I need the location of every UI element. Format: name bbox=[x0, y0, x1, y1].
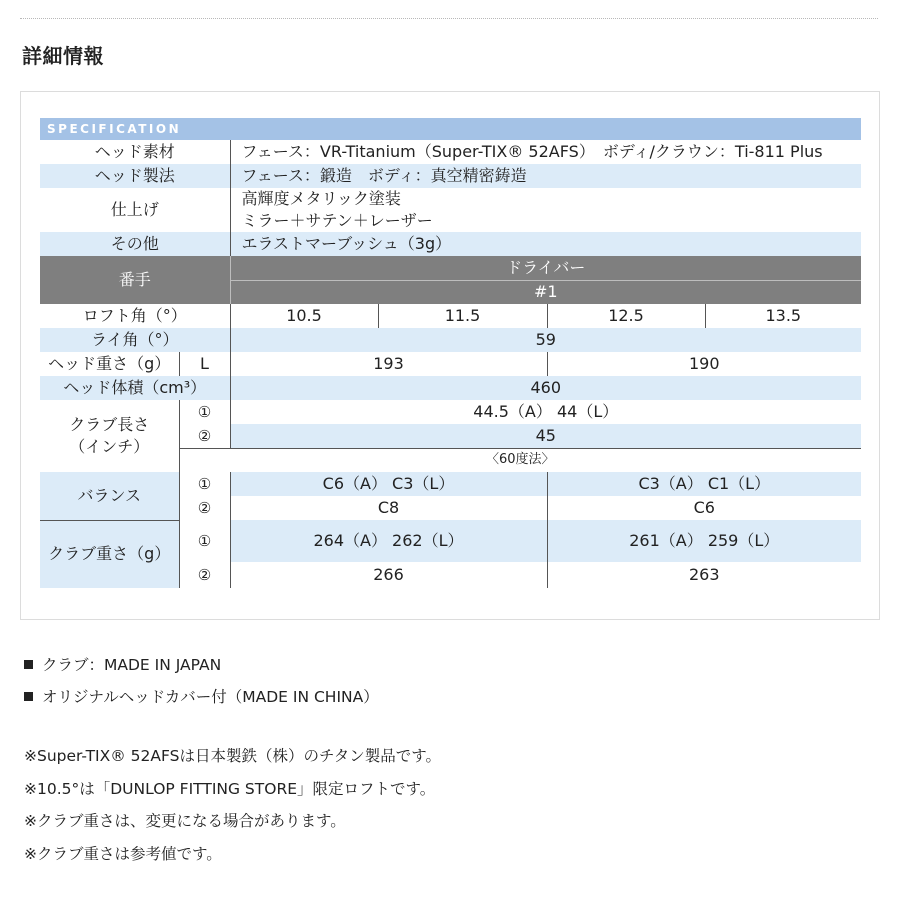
row-lie: ライ角（°） 59 bbox=[40, 328, 861, 352]
notes bbox=[24, 745, 441, 875]
note-item: ※Super-TIX® 52AFSは日本製鉄（株）のチタン製品です。 bbox=[24, 747, 441, 765]
list-item: オリジナルヘッドカバー付（MADE IN CHINA） bbox=[24, 686, 379, 718]
row-loft: ロフト角（°） 10.5 11.5 12.5 13.5 bbox=[40, 304, 861, 328]
note-item: ※クラブ重さは、変更になる場合があります。 bbox=[24, 812, 346, 830]
row-balance-1: バランス ① C6（A） C3（L） C3（A） C1（L） bbox=[40, 472, 861, 496]
row-club-length-2: ② 45 bbox=[40, 424, 861, 448]
row-club-length-note: 〈60度法〉 bbox=[40, 448, 861, 472]
spec-table bbox=[40, 118, 861, 588]
square-bullet-icon bbox=[24, 692, 33, 701]
section-title: 詳細情報 bbox=[22, 44, 104, 68]
note-item: ※10.5°は「DUNLOP FITTING STORE」限定ロフトです。 bbox=[24, 779, 436, 798]
row-other: その他 エラストマーブッシュ（3g） bbox=[40, 232, 861, 256]
feature-list bbox=[24, 654, 379, 718]
row-balance-2: ② C8 C6 bbox=[40, 496, 861, 520]
row-club-length-1: クラブ長さ （インチ） ① 44.5（A） 44（L） bbox=[40, 400, 861, 424]
square-bullet-icon bbox=[24, 660, 33, 669]
row-finish: 仕上げ 高輝度メタリック塗装 ミラー＋サテン＋レーザー bbox=[40, 188, 861, 232]
row-head-material: ヘッド素材 フェース：VR-Titanium（Super-TIX® 52AFS） ボディ/クラウン：Ti-811 Plus bbox=[40, 140, 861, 164]
spec-header: SPECIFICATION bbox=[40, 118, 861, 140]
row-head-manufacture: ヘッド製法 フェース：鍛造 ボディ：真空精密鋳造 bbox=[40, 164, 861, 188]
top-divider bbox=[20, 18, 878, 19]
note-item: ※クラブ重さは参考値です。 bbox=[24, 844, 222, 863]
row-number-club: 番手 ドライバー bbox=[40, 256, 861, 280]
row-club-weight-2: ② 266 263 bbox=[40, 562, 861, 588]
row-head-weight: ヘッド重さ（g） L 193 190 bbox=[40, 352, 861, 376]
row-club-weight-1: クラブ重さ（g） ① 264（A） 262（L） 261（A） 259（L） bbox=[40, 520, 861, 562]
row-number-num: #1 bbox=[40, 280, 861, 304]
row-head-volume: ヘッド体積（cm³） 460 bbox=[40, 376, 861, 400]
list-item: クラブ：MADE IN JAPAN bbox=[24, 654, 379, 686]
